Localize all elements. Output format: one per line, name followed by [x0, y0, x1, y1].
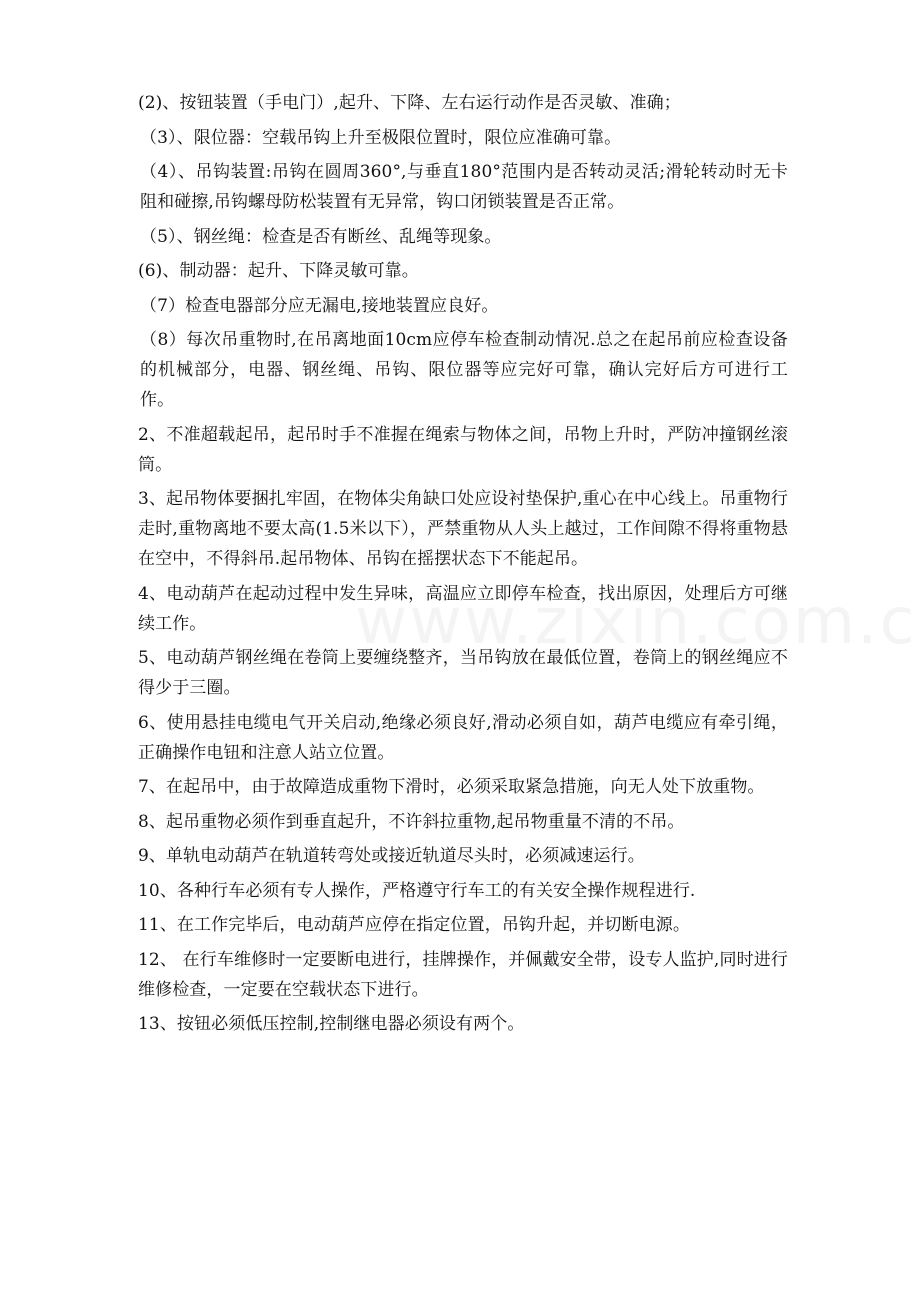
paragraph-rule-2: 2、不准超载起吊，起吊时手不准握在绳索与物体之间，吊物上升时，严防冲撞钢丝滚筒。 [138, 424, 788, 475]
document-body [138, 88, 788, 1044]
paragraph-item-2: (2)、按钮装置（手电门）,起升、下降、左右运行动作是否灵敏、准确； [138, 93, 681, 113]
paragraph-item-4: （4）、吊钩装置:吊钩在圆周360°,与垂直180°范围内是否转动灵活;滑轮转动时无卡阻和碰擦,吊钩螺母防松装置有无异常，钩口闭锁装置是否正常。 [140, 162, 788, 212]
paragraph-item-8: （8）每次吊重物时,在吊离地面10cm应停车检查制动情况.总之在起吊前应检查设备的机械部分，电器、钢丝绳、吊钩、限位器等应完好可靠，确认完好后方可进行工作。 [140, 330, 788, 410]
paragraph-item-3: （3）、限位器：空载吊钩上升至极限位置时，限位应准确可靠。 [140, 127, 622, 148]
paragraph-item-7: （7）检查电器部分应无漏电,接地装置应良好。 [140, 295, 499, 316]
paragraph-rule-3: 3、起吊物体要捆扎牢固，在物体尖角缺口处应设衬垫保护,重心在中心线上。吊重物行走时,重物离地不要太高(1.5米以下），严禁重物从人头上越过，工作间隙不得将重物悬在空中，不得斜吊.起吊物体、吊钩在摇摆状态下不能起吊。 [138, 489, 788, 569]
paragraph-rule-12: 12、 在行车维修时一定要断电进行，挂牌操作，并佩戴安全带，设专人监护,同时进行维修检查，一定要在空载状态下进行。 [138, 949, 788, 1000]
paragraph-rule-7: 7、在起吊中，由于故障造成重物下滑时，必须采取紧急措施，向无人处下放重物。 [138, 777, 765, 797]
paragraph-rule-6: 6、使用悬挂电缆电气开关启动,绝缘必须良好,滑动必须自如，葫芦电缆应有牵引绳，正确操作电钮和注意人站立位置。 [138, 712, 788, 763]
paragraph-rule-8: 8、起吊重物必须作到垂直起升，不许斜拉重物,起吊物重量不清的不吊。 [138, 811, 685, 832]
paragraph-rule-5: 5、电动葫芦钢丝绳在卷筒上要缠绕整齐，当吊钩放在最低位置，卷筒上的钢丝绳应不得少于三圈。 [138, 648, 788, 698]
paragraph-rule-11: 11、在工作完毕后，电动葫芦应停在指定位置，吊钩升起，并切断电源。 [138, 915, 690, 935]
paragraph-rule-4: 4、电动葫芦在起动过程中发生异味，高温应立即停车检查，找出原因，处理后方可继续工作。 [138, 583, 788, 634]
paragraph-rule-10: 10、各种行车必须有专人操作，严格遵守行车工的有关安全操作规程进行. [138, 880, 696, 901]
paragraph-rule-13: 13、按钮必须低压控制,控制继电器必须设有两个。 [138, 1014, 525, 1034]
paragraph-rule-9: 9、单轨电动葫芦在轨道转弯处或接近轨道尽头时，必须减速运行。 [138, 846, 645, 866]
paragraph-item-5: （5）、钢丝绳：检查是否有断丝、乱绳等现象。 [140, 226, 502, 247]
paragraph-item-6: (6)、制动器：起升、下降灵敏可靠。 [138, 261, 419, 281]
